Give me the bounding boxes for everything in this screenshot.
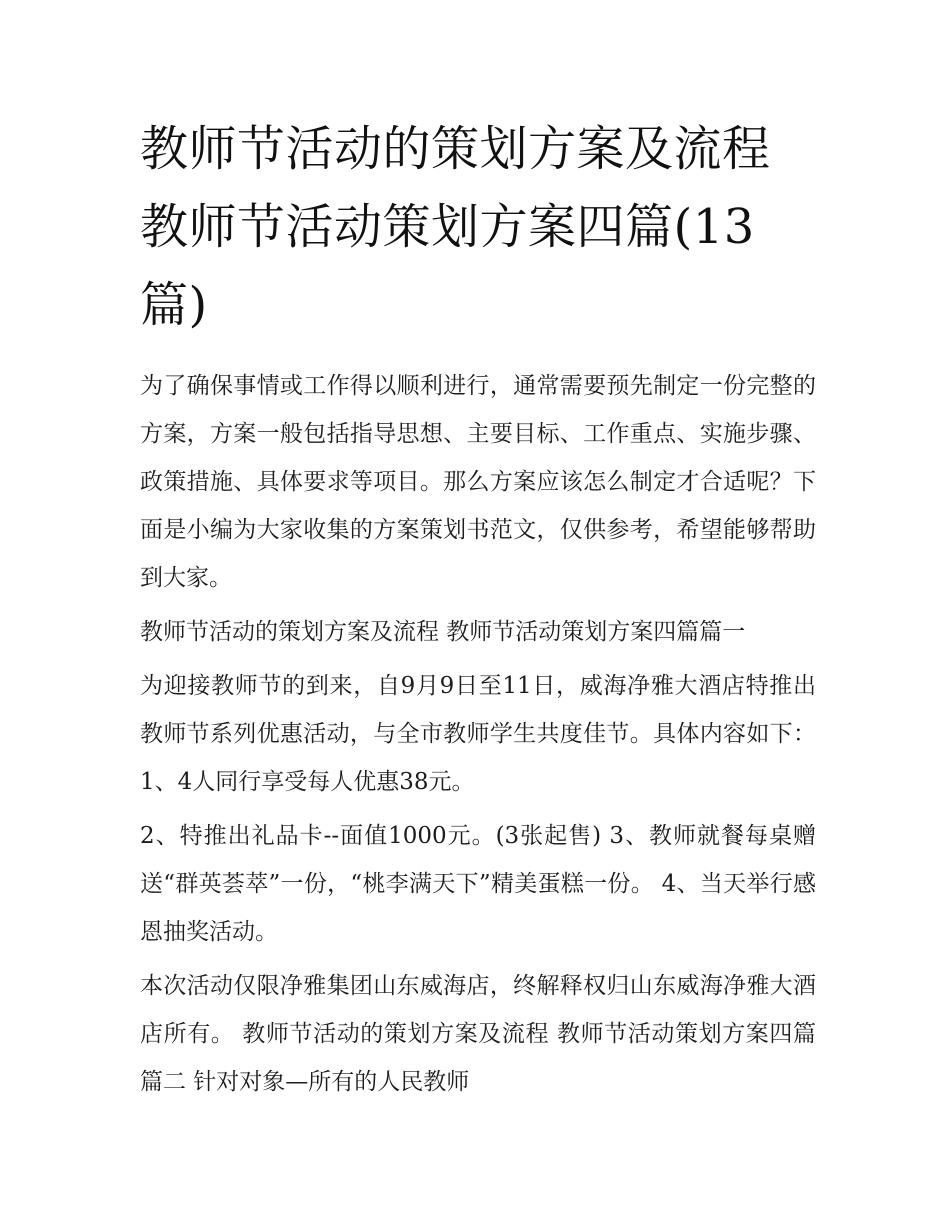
paragraph-offers: 2、特推出礼品卡--面值1000元。(3张起售) 3、教师就餐每桌赠送“群英荟萃”一份，“桃李满天下”精美蛋糕一份。 4、当天举行感恩抽奖活动。	[140, 823, 816, 945]
document-title: 教师节活动的策划方案及流程 教师节活动策划方案四篇(13篇)	[140, 121, 771, 333]
paragraph-terms: 本次活动仅限净雅集团山东威海店，终解释权归山东威海净雅大酒店所有。 教师节活动的策划方案及流程 教师节活动策划方案四篇篇二 针对对象—所有的人民教师	[140, 973, 816, 1095]
document-body	[140, 110, 816, 1112]
paragraph-intro: 为了确保事情或工作得以顺利进行，通常需要预先制定一份完整的方案，方案一般包括指导思想、主要目标、工作重点、实施步骤、政策措施、具体要求等项目。那么方案应该怎么制定才合适呢？下面是小编为大家收集的方案策划书范文，仅供参考，希望能够帮助到大家。	[140, 373, 816, 591]
paragraph-section-heading-1: 教师节活动的策划方案及流程 教师节活动策划方案四篇篇一	[140, 619, 746, 645]
paragraph-event-details: 为迎接教师节的到来，自9月9日至11日，威海净雅大酒店特推出教师节系列优惠活动，与全市教师学生共度佳节。具体内容如下： 1、4人同行享受每人优惠38元。	[140, 673, 816, 795]
